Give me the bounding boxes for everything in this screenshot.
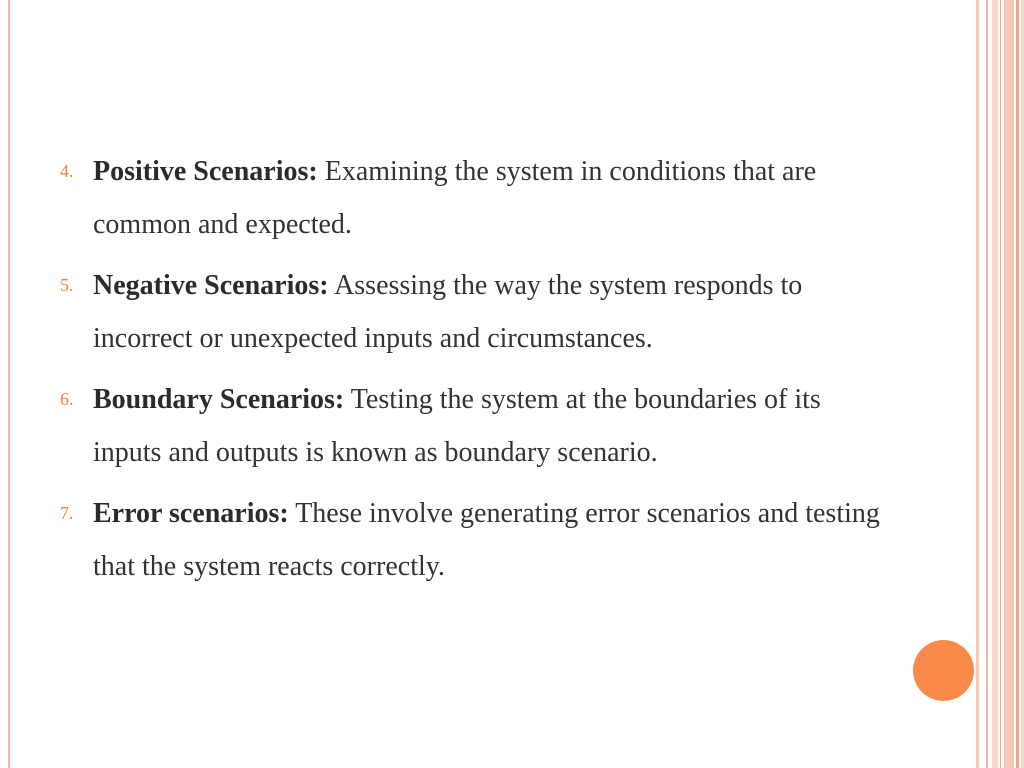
item-term: Error scenarios: <box>93 498 289 529</box>
item-number: 4. <box>60 161 74 181</box>
item-number: 7. <box>60 503 74 523</box>
left-border-decoration <box>8 0 10 768</box>
item-description: These involve generating error scenarios and testing that the system reacts correctly. <box>93 498 880 582</box>
item-description: Assessing the way the system responds to incorrect or unexpected inputs and circumstances. <box>93 270 803 354</box>
stripe <box>986 0 988 768</box>
list-item <box>60 145 890 251</box>
orange-circle-decoration <box>913 640 974 701</box>
stripe <box>1016 0 1019 768</box>
scenario-list <box>60 145 890 601</box>
right-stripe-decoration <box>976 0 1024 768</box>
item-number: 5. <box>60 275 74 295</box>
list-item <box>60 259 890 365</box>
stripe <box>992 0 998 768</box>
item-term: Negative Scenarios: <box>93 270 329 301</box>
item-description: Examining the system in conditions that are common and expected. <box>93 156 817 240</box>
list-item <box>60 373 890 479</box>
stripe <box>1000 0 1001 768</box>
item-term: Boundary Scenarios: <box>93 384 345 415</box>
item-description: Testing the system at the boundaries of its inputs and outputs is known as boundary scenario. <box>93 384 821 468</box>
stripe <box>1004 0 1014 768</box>
item-number: 6. <box>60 389 74 409</box>
stripe <box>976 0 979 768</box>
list-item <box>60 487 890 593</box>
item-term: Positive Scenarios: <box>93 156 318 187</box>
